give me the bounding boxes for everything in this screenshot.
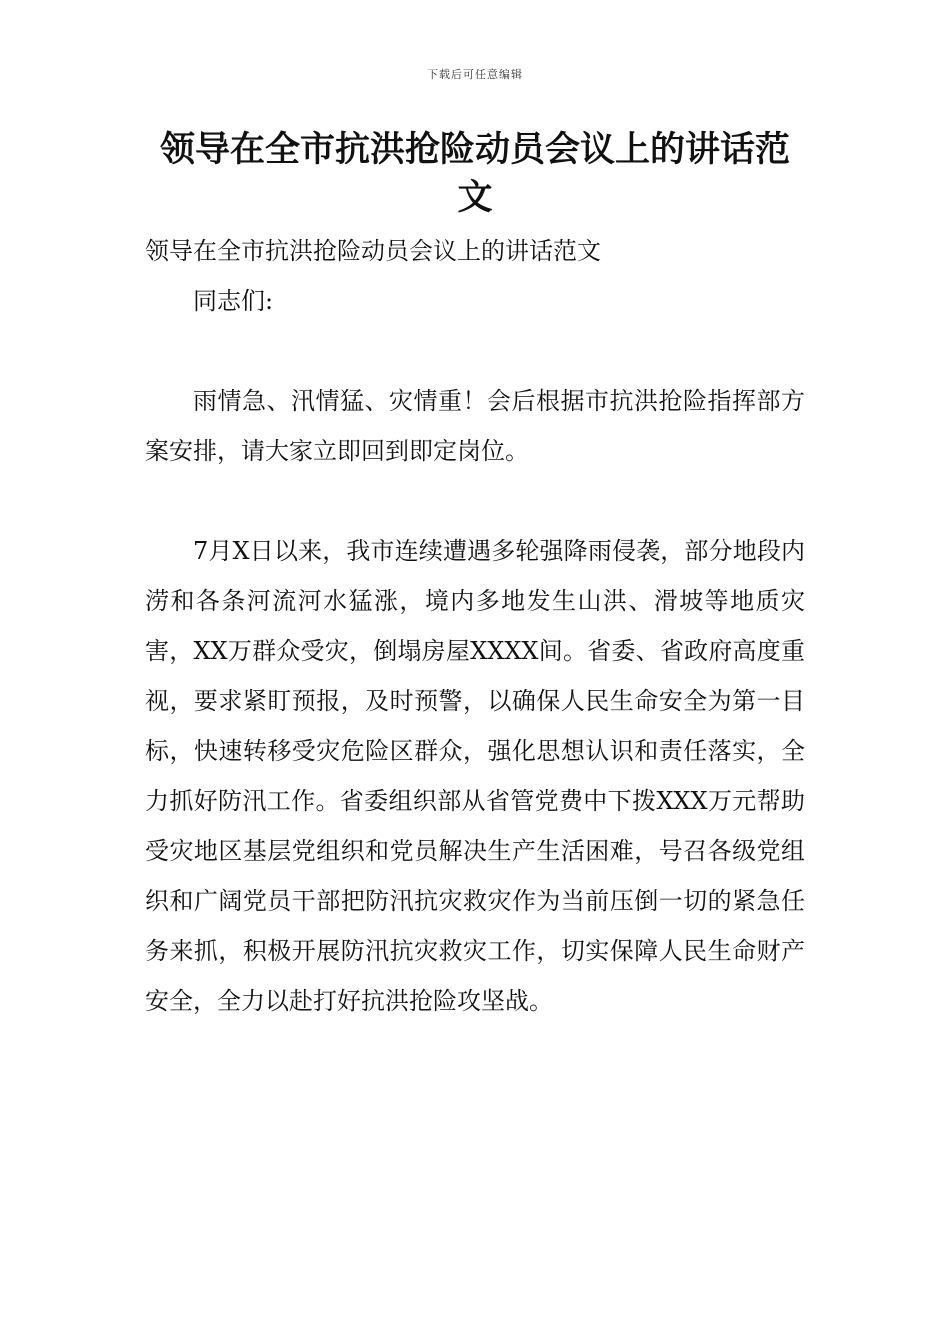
paragraph-1: 雨情急、汛情猛、灾情重！会后根据市抗洪抢险指挥部方案安排，请大家立即回到即定岗位。: [145, 387, 805, 465]
document-subtitle: 领导在全市抗洪抢险动员会议上的讲话范文: [145, 237, 601, 265]
paragraph-gap: [145, 326, 805, 376]
greeting: 同志们:: [193, 287, 274, 315]
header-note: 下载后可任意编辑: [427, 68, 523, 81]
document-body: [145, 226, 805, 1026]
paragraph-2: 7月X日以来，我市连续遭遇多轮强降雨侵袭，部分地段内涝和各条河流河水猛涨，境内多地发生山洪、滑坡等地质灾害，XX万群众受灾，倒塌房屋XXXX间。省委、省政府高度重视，要求紧盯预报，及时预警，以确保人民生命安全为第一目标，快速转移受灾危险区群众，强化思想认识和责任落实，全力抓好防汛工作。省委组织部从省管党费中下拨XXX万元帮助受灾地区基层党组织和党员解决生产生活困难，号召各级党组织和广阔党员干部把防汛抗灾救灾作为当前压倒一切的紧急任务来抓，积极开展防汛抗灾救灾工作，切实保障人民生命财产安全，全力以赴打好抗洪抢险攻坚战。: [145, 537, 805, 1015]
document-title: 领导在全市抗洪抢险动员会议上的讲话范文: [159, 130, 790, 218]
paragraph-gap: [145, 476, 805, 526]
